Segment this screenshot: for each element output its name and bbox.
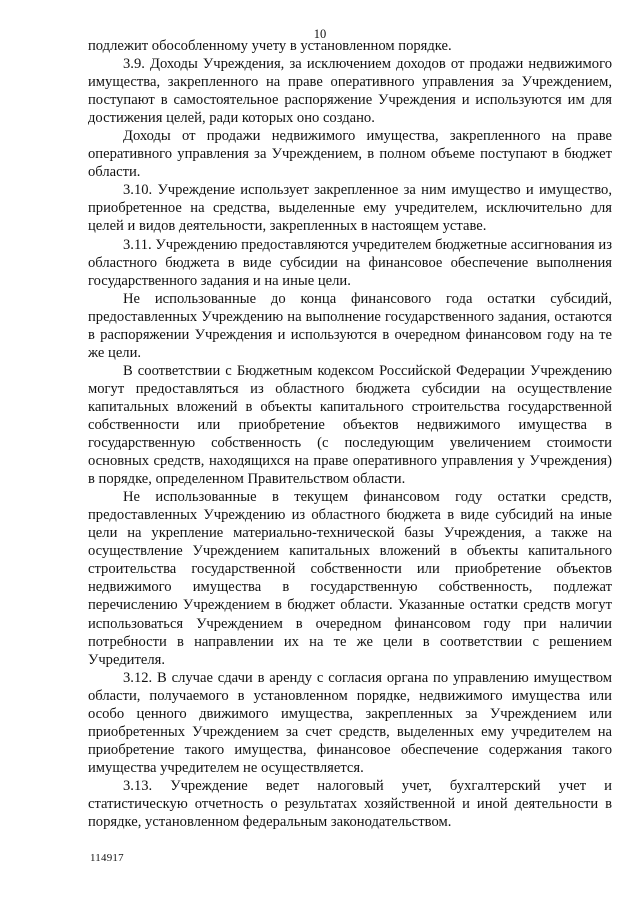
- paragraph-3-10: 3.10. Учреждение использует закрепленное за ним имущество и имущество, приобретенное на средства, выделенные ему учредителем, исключительно для целей и видов деятельности, закрепленных в настоящем уставе.: [88, 182, 612, 235]
- paragraph-3-9: 3.9. Доходы Учреждения, за исключением доходов от продажи недвижимого имущества, закрепленного на праве оперативного управления за Учреждением, поступают в самостоятельное распоряжение Учреждения и используются им для достижения целей, ради которых оно создано.: [88, 56, 612, 127]
- paragraph-3-13: 3.13. Учреждение ведет налоговый учет, бухгалтерский учет и статистическую отчетность о результатах хозяйственной и иной деятельности в порядке, установленном федеральным законодательством.: [88, 777, 612, 831]
- paragraph-3-11-unused-funds: Не использованные в текущем финансовом году остатки средств, предоставленных Учреждению из областного бюджета в виде субсидий на иные цели на укрепление материально-технической базы Учреждения, а также на осуществление Учреждением капитальных вложений в объекты капитального строительства государственной собственности или приобретение объектов недвижимого имущества в государственную собственность, подлежат перечислению Учреждением в бюджет области. Указанные остатки средств могут использоваться Учреждением в очередном финансовом году при наличии потребности в направлении их на те же цели в соответствии с решением Учредителя.: [88, 489, 612, 668]
- paragraph-3-11-capital-investments: В соответствии с Бюджетным кодексом Российской Федерации Учреждению могут предоставляться из областного бюджета субсидии на осуществление капитальных вложений в объекты капитального строительства государственной собственности или приобретение объектов недвижимого имущества в государственную собственность (с последующим увеличением стоимости основных средств, находящихся на праве оперативного управления у Учреждения) в порядке, определенном Правительством области.: [88, 362, 612, 488]
- paragraph-3-11-unused-subsidies: Не использованные до конца финансового года остатки субсидий, предоставленных Учреждению на выполнение государственного задания, остаются в распоряжении Учреждения и используются в очередном финансовом году на те же цели.: [88, 290, 612, 361]
- document-code: 114917: [90, 852, 124, 864]
- paragraph-continuation: подлежит обособленному учету в установленном порядке.: [88, 38, 452, 54]
- page-number: 10: [313, 27, 327, 41]
- paragraph-3-12: 3.12. В случае сдачи в аренду с согласия органа по управлению имуществом области, получаемого в установленном порядке, недвижимого имущества или особо ценного движимого имущества, закрепленных за Учреждением или приобретенных Учреждением за счет средств, выделенных ему учредителем на приобретение такого имущества, финансовое обеспечение содержания такого имущества учредителем не осуществляется.: [88, 669, 612, 776]
- paragraph-3-9-sales-income: Доходы от продажи недвижимого имущества, закрепленного на праве оперативного управления за Учреждением, в полном объеме поступают в бюджет области.: [88, 128, 612, 181]
- paragraph-3-11: 3.11. Учреждению предоставляются учредителем бюджетные ассигнования из областного бюджета в виде субсидии на финансовое обеспечение выполнения государственного задания и на иные цели.: [88, 236, 612, 289]
- document-body: [88, 37, 612, 831]
